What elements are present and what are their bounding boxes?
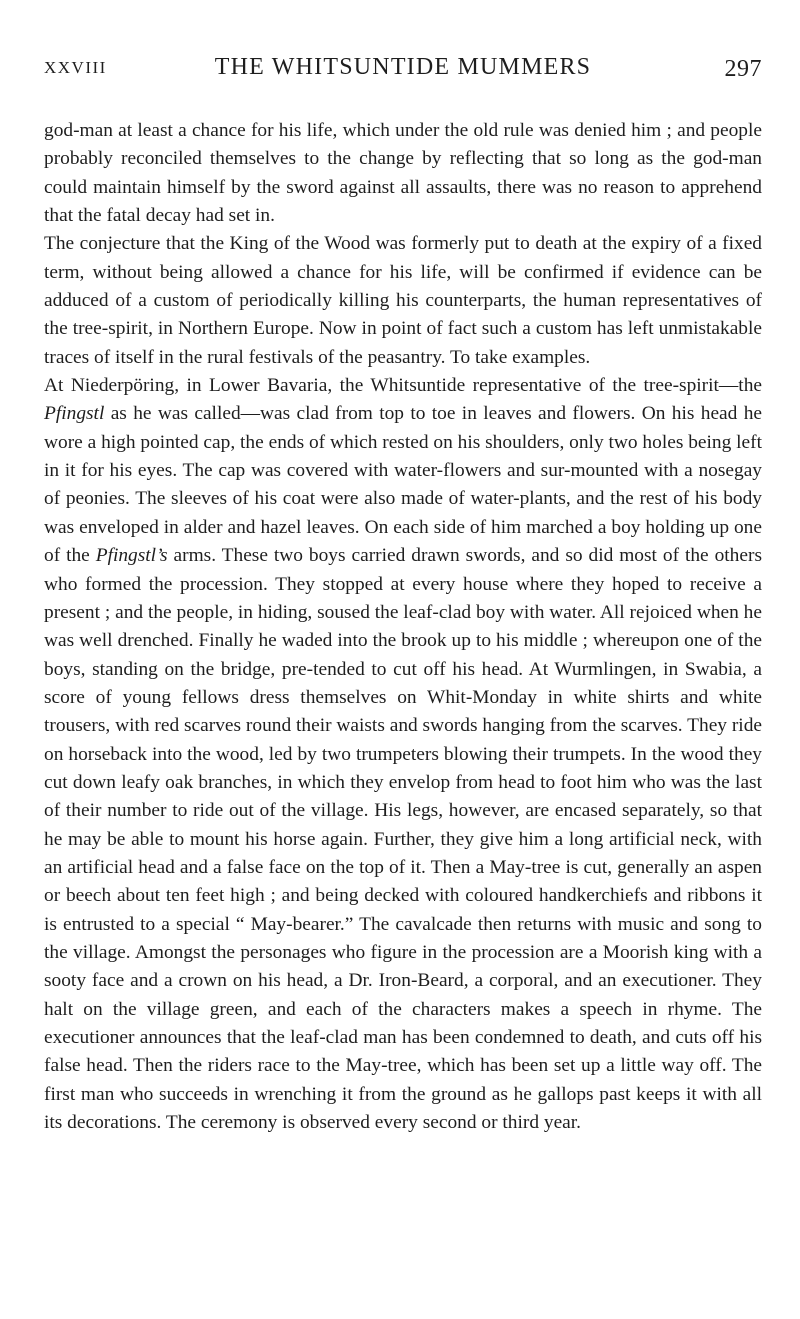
- body-text: [44, 117, 762, 1137]
- paragraph-continuation: god-man at least a chance for his life, which under the old rule was denied him ; and people probably reconciled themselves to the change by reflecting that so long as the god-man could maintain himself by the sword against all assaults, there was no reason to apprehend that the fatal decay had set in.: [44, 120, 762, 227]
- running-head: [44, 54, 762, 84]
- running-title: THE WHITSUNTIDE MUMMERS: [214, 54, 592, 80]
- book-page: [44, 54, 762, 1137]
- text-run: as he was called—was clad from top to toe in leaves and flowers. On his head he wore a high pointed cap, the ends of which rested on his shoulders, only two holes being left in it for his eyes. The cap was covered with water-flowers and sur-mounted with a nosegay of peonies. The sleeves of his coat were also made of water-plants, and the rest of his body was enveloped in alder and hazel leaves. On each side of him marched a boy holding up one of the: [44, 403, 762, 567]
- chapter-number: XXVIII: [44, 58, 107, 77]
- italic-term: Pfingstl’s: [95, 545, 168, 567]
- paragraph-niederporing: [44, 372, 762, 1137]
- page-number: 297: [724, 56, 762, 82]
- text-run: At Niederpöring, in Lower Bavaria, the Whitsuntide representative of the tree-spirit—the: [44, 375, 762, 397]
- italic-term: Pfingstl: [44, 403, 105, 425]
- paragraph-conjecture: The conjecture that the King of the Wood was formerly put to death at the expiry of a fixed term, without being allowed a chance for his life, will be confirmed if evidence can be adduced of a custom of periodically killing his counterparts, the human representatives of the tree-spirit, in Northern Europe. Now in point of fact such a custom has left unmistakable traces of itself in the rural festivals of the peasantry. To take examples.: [44, 233, 762, 368]
- text-run: arms. These two boys carried drawn swords, and so did most of the others who formed the procession. They stopped at every house where they hoped to receive a present ; and the people, in hiding, soused the leaf-clad boy with water. All rejoiced when he was well drenched. Finally he waded into the brook up to his middle ; whereupon one of the boys, standing on the bridge, pre-tended to cut off his head. At Wurmlingen, in Swabia, a score of young fellows dress themselves on Whit-Monday in white shirts and white trousers, with red scarves round their waists and swords hanging from the scarves. They ride on horseback into the wood, led by two trumpeters blowing their trumpets. In the wood they cut down leafy oak branches, in which they envelop from head to foot him who was the last of their number to ride out of the village. His legs, however, are encased separately, so that he may be able to mount his horse again. Further, they give him a long artificial neck, with an artificial head and a false face on the top of it. Then a May-tree is cut, generally an aspen or beech about ten feet high ; and being decked with coloured handkerchiefs and ribbons it is entrusted to a special “ May-bearer.” The cavalcade then returns with music and song to the village. Amongst the personages who figure in the procession are a Moorish king with a sooty face and a crown on his head, a Dr. Iron-Beard, a corporal, and an executioner. They halt on the village green, and each of the characters makes a speech in rhyme. The executioner announces that the leaf-clad man has been condemned to death, and cuts off his false head. Then the riders race to the May-tree, which has been set up a little way off. The first man who succeeds in wrenching it from the ground as he gallops past keeps it with all its decorations. The ceremony is observed every second or third year.: [44, 545, 762, 1134]
